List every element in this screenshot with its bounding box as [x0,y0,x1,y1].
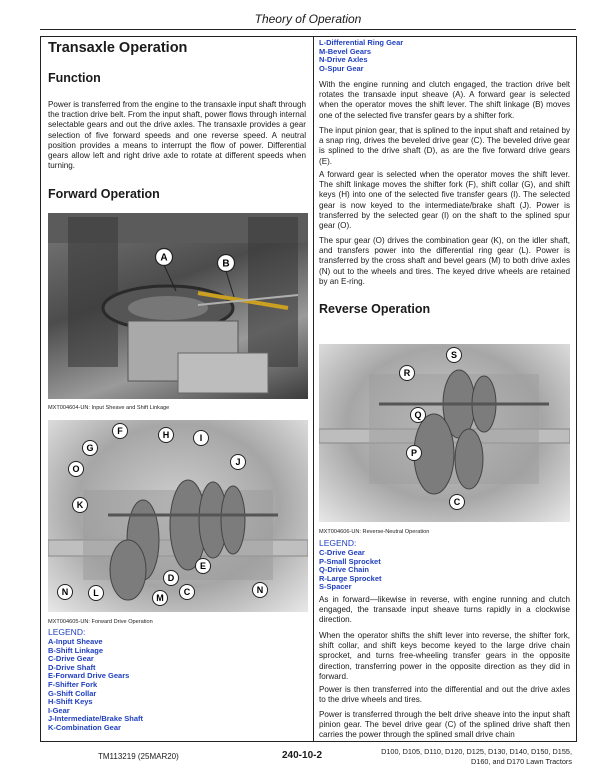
operation-paragraph: The spur gear (O) drives the combination gear (K), on the idler shaft, and transfers power into the differential ring gear (L). Power is transferred by the cross shaft and bevel gears (M) to both drive axles (N) out to the wheels and tires. The keyed drive wheels are retained by an E-ring. [319,236,570,286]
photo1-caption: MXT004604-UN: Input Sheave and Shift Linkage [48,405,170,411]
callout-b: B [222,258,230,270]
legend-continued [319,39,403,73]
reverse-neutral-photo [319,344,570,522]
input-sheave-photo [48,213,308,399]
legend-item: Q-Drive Chain [319,565,370,575]
callout-i: I [199,433,203,443]
callout-q: Q [414,410,422,420]
callout-l: L [93,588,99,598]
footer-page-number: 240-10-2 [282,750,323,761]
header-title: Theory of Operation [254,12,362,26]
legend-item: F-Shifter Fork [48,679,98,689]
legend-item: A-Input Sheave [48,637,103,646]
reverse-paragraph: Power is transferred through the belt drive sheave into the input shaft pinion gear. The bevel drive gear (C) of the splined drive shaft then carries the power through the splined small drive chain [319,710,570,740]
legend-item: J-Intermediate/Brake Shaft [48,714,144,724]
section-title: Transaxle Operation [48,40,188,56]
legend-item: K-Combination Gear [48,722,121,732]
legend-item: P-Small Sprocket [319,556,381,566]
legend-list [48,638,143,733]
callout-c: C [183,587,191,597]
footer-models-line: D100, D105, D110, D120, D125, D130, D140, D150, D155, [381,747,572,756]
callout-s: S [450,350,458,360]
legend-item: D-Drive Shaft [48,662,96,672]
photo3-caption: MXT004606-UN: Reverse-Neutral Operation [319,529,430,535]
legend-item: O-Spur Gear [319,63,364,73]
operation-paragraph: With the engine running and clutch engaged, the traction drive belt rotates the transaxle input sheave (A). A forward gear is selected when the operator moves the shift lever. The shift linkage (B) moves one of the selected five transfer gears by a shifter fork. [319,80,570,120]
footer-doc-id: TM113219 (25MAR20) [98,752,179,761]
legend-title: LEGEND: [319,538,357,548]
reverse-paragraph: Power is then transferred into the differential and out the drive axles to the drive wheels and tires. [319,685,570,705]
legend-item: I-Gear [48,705,70,715]
page-header [40,9,576,30]
legend-item: E-Forward Drive Gears [48,671,130,681]
callout-o: O [72,464,80,474]
callout-g: G [86,443,94,453]
callout-r: R [403,368,411,378]
reverse-neutral-illustration [319,344,570,522]
legend-item: R-Large Sprocket [319,573,382,583]
legend-item: C-Drive Gear [319,548,365,557]
callout-d: D [167,573,175,583]
callout-p: P [410,448,418,458]
footer-models-line: D160, and D170 Lawn Tractors [471,756,572,766]
callout-a: A [160,252,168,264]
footer-models [381,747,572,766]
operation-paragraph: A forward gear is selected when the operator moves the shift lever. The shift linkage moves the shifter fork (F), shift collar (G), and shift keys (H) into one of the selected five transfer gears (I). The selected gear is now keyed to the intermediate/brake shaft (J). Power is transferred by the selected gear (I) on the shaft to the splined spur gear (O). [319,170,570,231]
callout-m: M [156,593,164,603]
legend-item: L-Differential Ring Gear [319,38,404,47]
legend-title: LEGEND: [48,627,86,637]
legend-item: S-Spacer [319,582,352,592]
function-heading: Function [48,71,101,85]
reverse-heading: Reverse Operation [319,302,431,316]
forward-drive-photo [48,420,308,612]
legend-list [319,549,382,592]
callout-n-left: N [61,587,69,597]
legend-item: B-Shift Linkage [48,645,104,655]
legend-item: H-Shift Keys [48,697,93,707]
photo2-caption: MXT004605-UN: Forward Drive Operation [48,619,153,625]
legend-item: C-Drive Gear [48,654,94,664]
forward-heading: Forward Operation [48,187,160,201]
operation-paragraph: The input pinion gear, that is splined to the input shaft and retained by a snap ring, drives the beveled drive gear (C). The beveled drive gear is splined to the drive shaft (D), as are the five forward drive gears (E). [319,126,570,166]
legend-item: N-Drive Axles [319,55,368,65]
reverse-paragraph: When the operator shifts the shift lever into reverse, the shifter fork, shift collar, and shift keys become keyed to the large drive chain sprocket, and turns free-wheeling transfer gears in the opposite direction, transferring power in the opposite direction as they did in forward. [319,631,570,681]
legend-item: G-Shift Collar [48,688,97,698]
callout-h: H [162,430,170,440]
function-paragraph: Power is transferred from the engine to the transaxle input shaft through the traction drive belt. From the input shaft, power flows through internal selectable gears and out the drive axles. The transaxle provides a gear selection of five forward speeds and one reverse speed. A neutral position provides a means to interrupt the flow of power. Differential gears allow left and right drive axle to rotate at different speeds when turning. [48,100,306,171]
reverse-paragraph: As in forward—likewise in reverse, with engine running and clutch engaged, the transaxle input sheave turns rapidly in a clockwise direction. [319,595,570,625]
callout-f: F [117,426,123,436]
callout-e: E [199,561,207,571]
forward-drive-illustration [48,420,308,612]
legend-item: M-Bevel Gears [319,46,372,56]
callout-c: C [453,497,461,507]
input-sheave-illustration [48,213,308,399]
callout-j: J [235,457,241,467]
callout-n-right: N [256,585,264,595]
callout-k: K [76,500,84,510]
